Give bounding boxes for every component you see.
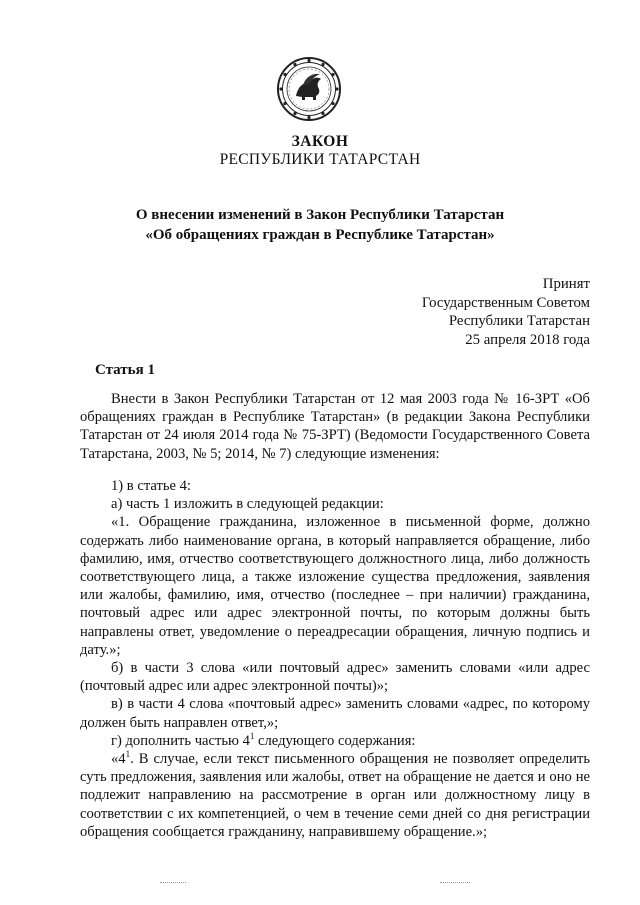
adoption-block: [422, 275, 590, 349]
law-subject: [0, 205, 640, 245]
item-a: а) часть 1 изложить в следующей редакции:: [111, 496, 384, 513]
scan-artifact: [440, 882, 470, 884]
adoption-line3: Республики Татарстан: [448, 313, 590, 329]
document-title-republic: РЕСПУБЛИКИ ТАТАРСТАН: [219, 151, 421, 168]
tatarstan-coat-of-arms-icon: [276, 56, 342, 122]
adoption-date: 25 апреля 2018 года: [465, 331, 590, 348]
intro-paragraph: Внести в Закон Республики Татарстан от 12 мая 2003 года № 16-ЗРТ «Об обращениях граждан в Республике Татарстан» (в редакции Закона Республики Татарстан от 24 июля 2014 года № 75-ЗРТ) (Ведомости Государственного Совета Татарстана, 2003, № 5; 2014, № 7) следующие изменения:: [80, 391, 590, 462]
adoption-line1: Принят: [542, 276, 590, 292]
item-g: [80, 732, 590, 750]
article-intro: [80, 390, 590, 463]
article-heading: Статья 1: [95, 362, 155, 378]
scan-artifact: [160, 882, 186, 884]
item-v: в) в части 4 слова «почтовый адрес» заменить словами «адрес, по которому должен быть направлен ответ,»;: [80, 696, 590, 731]
item-1: 1) в статье 4:: [111, 478, 191, 494]
adoption-line2: Государственным Советом: [421, 294, 590, 311]
item-g-text-end: следующего содержания:: [254, 732, 416, 749]
document-title: ЗАКОН: [291, 133, 349, 150]
item-b: б) в части 3 слова «или почтовый адрес» заменить словами «или адрес (почтовый адрес или адрес электронной почты)»;: [80, 660, 590, 695]
law-subject-line2: «Об обращениях граждан в Республике Татарстан»: [145, 227, 495, 243]
quote-part-1: «1. Обращение гражданина, изложенное в письменной форме, должно содержать либо наименование органа, в который направляется обращение, либо фамилию, имя, отчество соответствующего должностного лица, либо должность соответствующего лица, а также изложение существа предложения, заявления или жалобы, фамилию, имя, отчество (последнее – при наличии) гражданина, почтовый адрес или адрес электронной почты, по которым должны быть направлены ответ, уведомление о переадресации обращения, личную подпись и дату.»;: [80, 514, 590, 658]
amendments-list: [80, 477, 590, 841]
quote2-sup: 1: [125, 749, 131, 760]
law-subject-line1: О внесении изменений в Закон Республики Татарстан: [135, 207, 505, 223]
item-g-text: г) дополнить частью 4: [111, 732, 250, 749]
quote2-text: . В случае, если текст письменного обращения не позволяет определить суть предложения, заявления или жалобы, ответ на обращение не дается и оно не подлежит направлению на рассмотрение в орган или должностному лицу в соответствии с их компетенцией, о чем в течение семи дней со дня регистрации обращения сообщается гражданину, направившему обращение.»;: [80, 751, 590, 840]
quote-part-4-1: [80, 750, 590, 841]
item-g-sup: 1: [249, 730, 255, 741]
quote2-start: «4: [111, 751, 126, 768]
